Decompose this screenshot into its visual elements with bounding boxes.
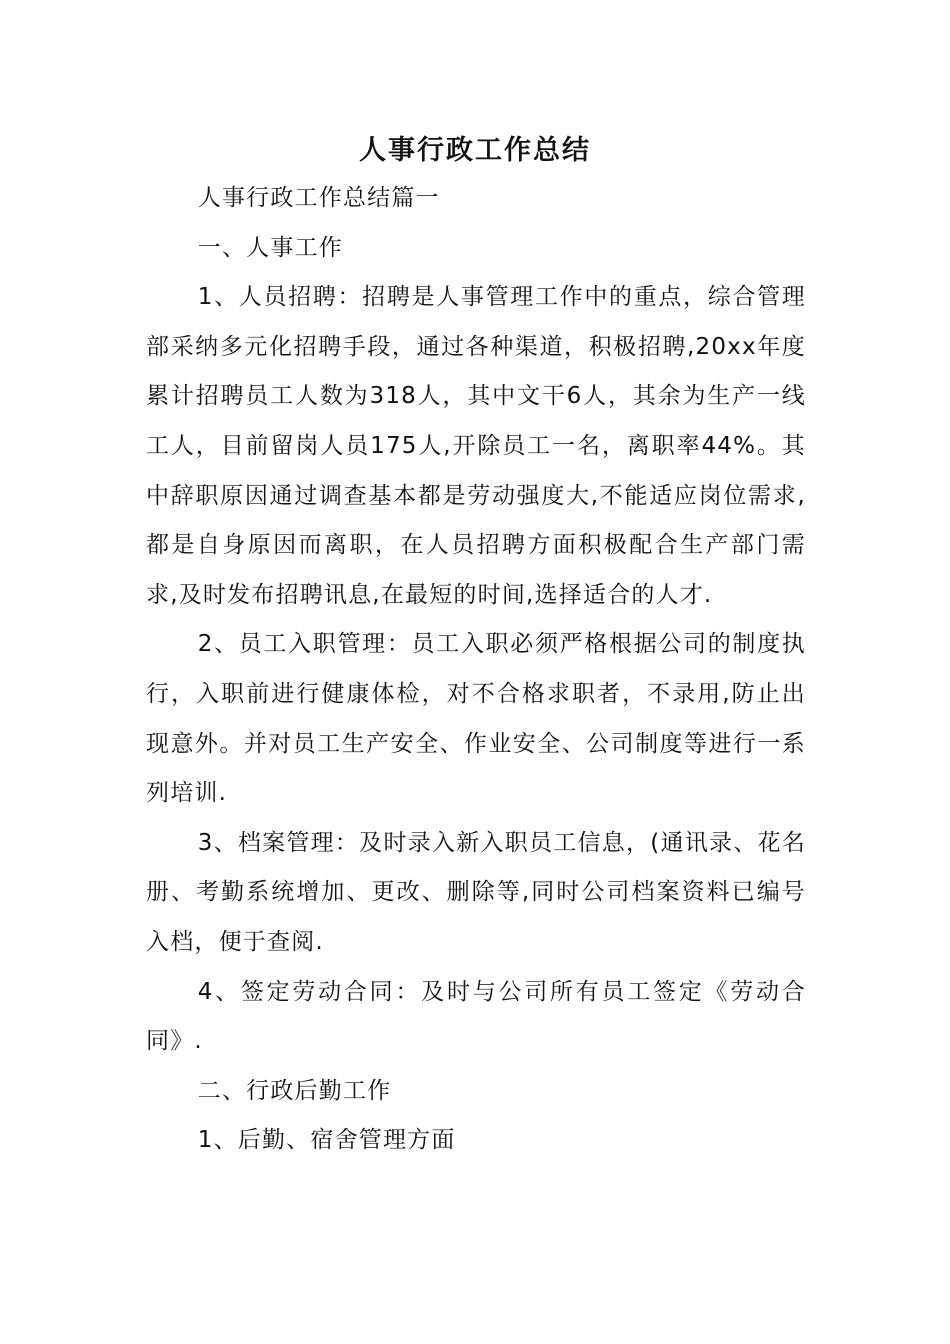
- paragraph-onboarding: 2、员工入职管理：员工入职必须严格根据公司的制度执行，入职前进行健康体检，对不合格求职者，不录用,防止出现意外。并对员工生产安全、作业安全、公司制度等进行一系列培训.: [146, 631, 806, 807]
- paragraph-recruitment: 1、人员招聘：招聘是人事管理工作中的重点，综合管理部采纳多元化招聘手段，通过各种渠道，积极招聘,20xx年度累计招聘员工人数为318人，其中文干6人，其余为生产一线工人，目前留岗人员175人,开除员工一名，离职率44%。其中辞职原因通过调查基本都是劳动强度大,不能适应岗位需求,都是自身原因而离职，在人员招聘方面积极配合生产部门需求,及时发布招聘讯息,在最短的时间,选择适合的人才.: [146, 284, 806, 608]
- paragraph-labor-contract: 4、签定劳动合同：及时与公司所有员工签定《劳动合同》.: [146, 978, 806, 1055]
- document-title: 人事行政工作总结: [359, 135, 591, 166]
- paragraph-archives: 3、档案管理：及时录入新入职员工信息，(通讯录、花名册、考勤系统增加、更改、删除等,同时公司档案资料已编号入档，便于查阅.: [146, 829, 806, 955]
- subtitle-paragraph: 人事行政工作总结篇一: [197, 185, 440, 211]
- document-body: [146, 174, 806, 1166]
- paragraph-logistics: 1、后勤、宿舍管理方面: [197, 1127, 456, 1154]
- section-heading-admin: 二、行政后勤工作: [197, 1077, 392, 1104]
- section-heading-personnel: 一、人事工作: [197, 234, 343, 261]
